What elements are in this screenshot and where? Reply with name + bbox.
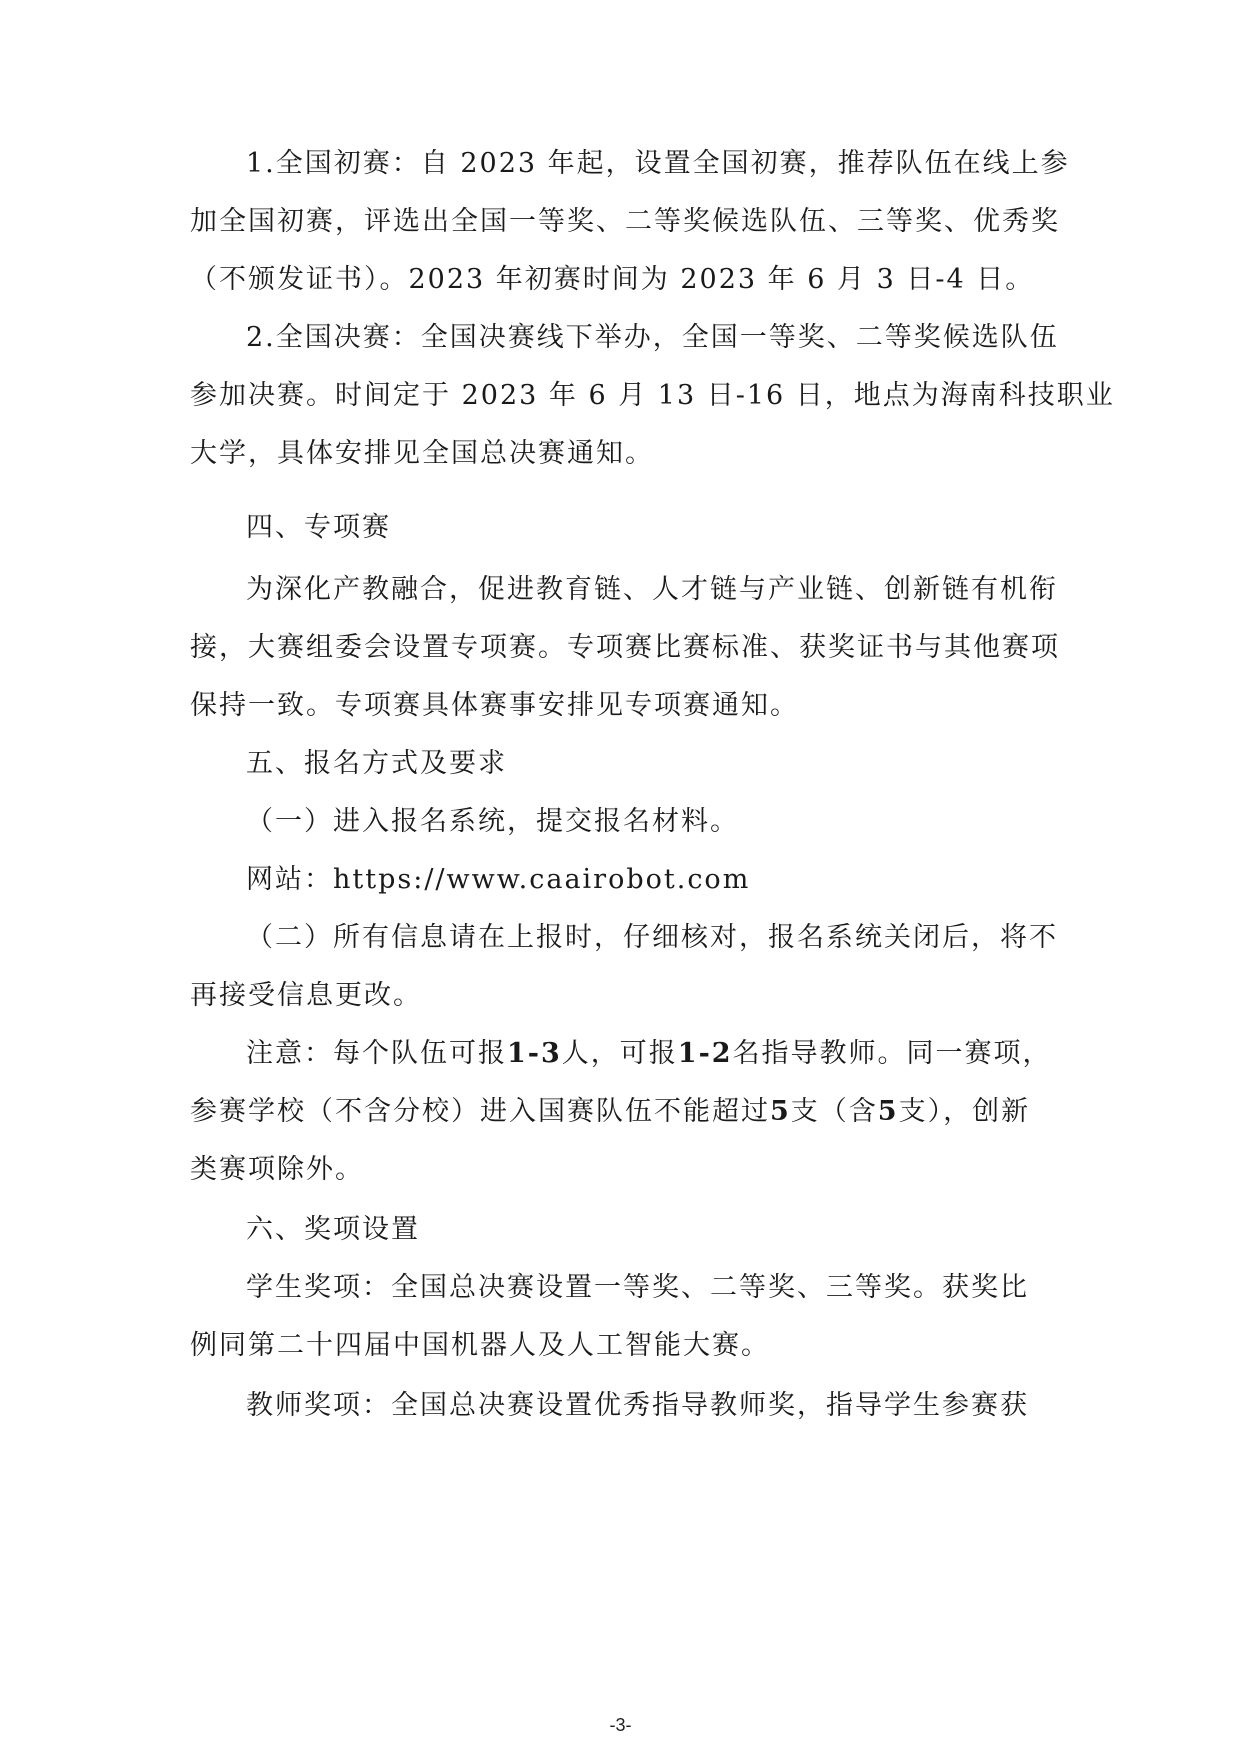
note-text: 支），创新	[898, 1096, 1031, 1127]
note-text: 参赛学校（不含分校）进入国赛队伍不能超过	[190, 1096, 770, 1127]
paragraph-national-final-line-2: 参加决赛。时间定于 2023 年 6 月 13 日-16 日，地点为海南科技职业	[190, 380, 1115, 411]
registration-website: 网站：https://www.caairobot.com	[246, 864, 751, 895]
paragraph-national-final-line-3: 大学，具体安排见全国总决赛通知。	[190, 438, 654, 469]
paragraph-national-final-line-1: 2.全国决赛：全国决赛线下举办，全国一等奖、二等奖候选队伍	[246, 322, 1059, 353]
note-text: 支（含	[790, 1096, 878, 1127]
note-line-3: 类赛项除外。	[190, 1154, 364, 1185]
page-number: -3-	[609, 1715, 632, 1735]
paragraph-special-contest-line-3: 保持一致。专项赛具体赛事安排见专项赛通知。	[190, 690, 799, 721]
team-limit-number: 5	[770, 1096, 791, 1127]
paragraph-national-prelim-line-3: （不颁发证书）。2023 年初赛时间为 2023 年 6 月 3 日-4 日。	[190, 264, 1035, 295]
section-heading-special-contest: 四、专项赛	[246, 512, 391, 543]
section-heading-awards: 六、奖项设置	[246, 1214, 420, 1245]
registration-step-1: （一）进入报名系统，提交报名材料。	[246, 806, 739, 837]
paragraph-special-contest-line-2: 接，大赛组委会设置专项赛。专项赛比赛标准、获奖证书与其他赛项	[190, 632, 1060, 663]
team-size-range: 1-3	[507, 1038, 562, 1069]
paragraph-national-prelim-line-1: 1.全国初赛：自 2023 年起，设置全国初赛，推荐队伍在线上参	[246, 148, 1070, 179]
teacher-awards-line-1: 教师奖项：全国总决赛设置优秀指导教师奖，指导学生参赛获	[246, 1390, 1029, 1421]
note-line-1	[246, 1034, 1070, 1074]
note-text: 名指导教师。同一赛项，	[732, 1038, 1052, 1069]
team-limit-number: 5	[877, 1096, 899, 1127]
paragraph-national-prelim-line-2: 加全国初赛，评选出全国一等奖、二等奖候选队伍、三等奖、优秀奖	[190, 206, 1060, 237]
registration-step-2-line-2: 再接受信息更改。	[190, 980, 422, 1011]
student-awards-line-1: 学生奖项：全国总决赛设置一等奖、二等奖、三等奖。获奖比	[246, 1272, 1029, 1303]
note-text: 人，可报	[561, 1038, 678, 1069]
registration-step-2-line-1: （二）所有信息请在上报时，仔细核对，报名系统关闭后，将不	[246, 922, 1058, 953]
teacher-count-range: 1-2	[677, 1038, 733, 1069]
paragraph-special-contest-line-1: 为深化产教融合，促进教育链、人才链与产业链、创新链有机衔	[246, 574, 1058, 605]
note-line-2	[190, 1092, 1070, 1132]
note-text: 注意：每个队伍可报	[246, 1038, 507, 1069]
student-awards-line-2: 例同第二十四届中国机器人及人工智能大赛。	[190, 1330, 770, 1361]
section-heading-registration: 五、报名方式及要求	[246, 748, 507, 779]
